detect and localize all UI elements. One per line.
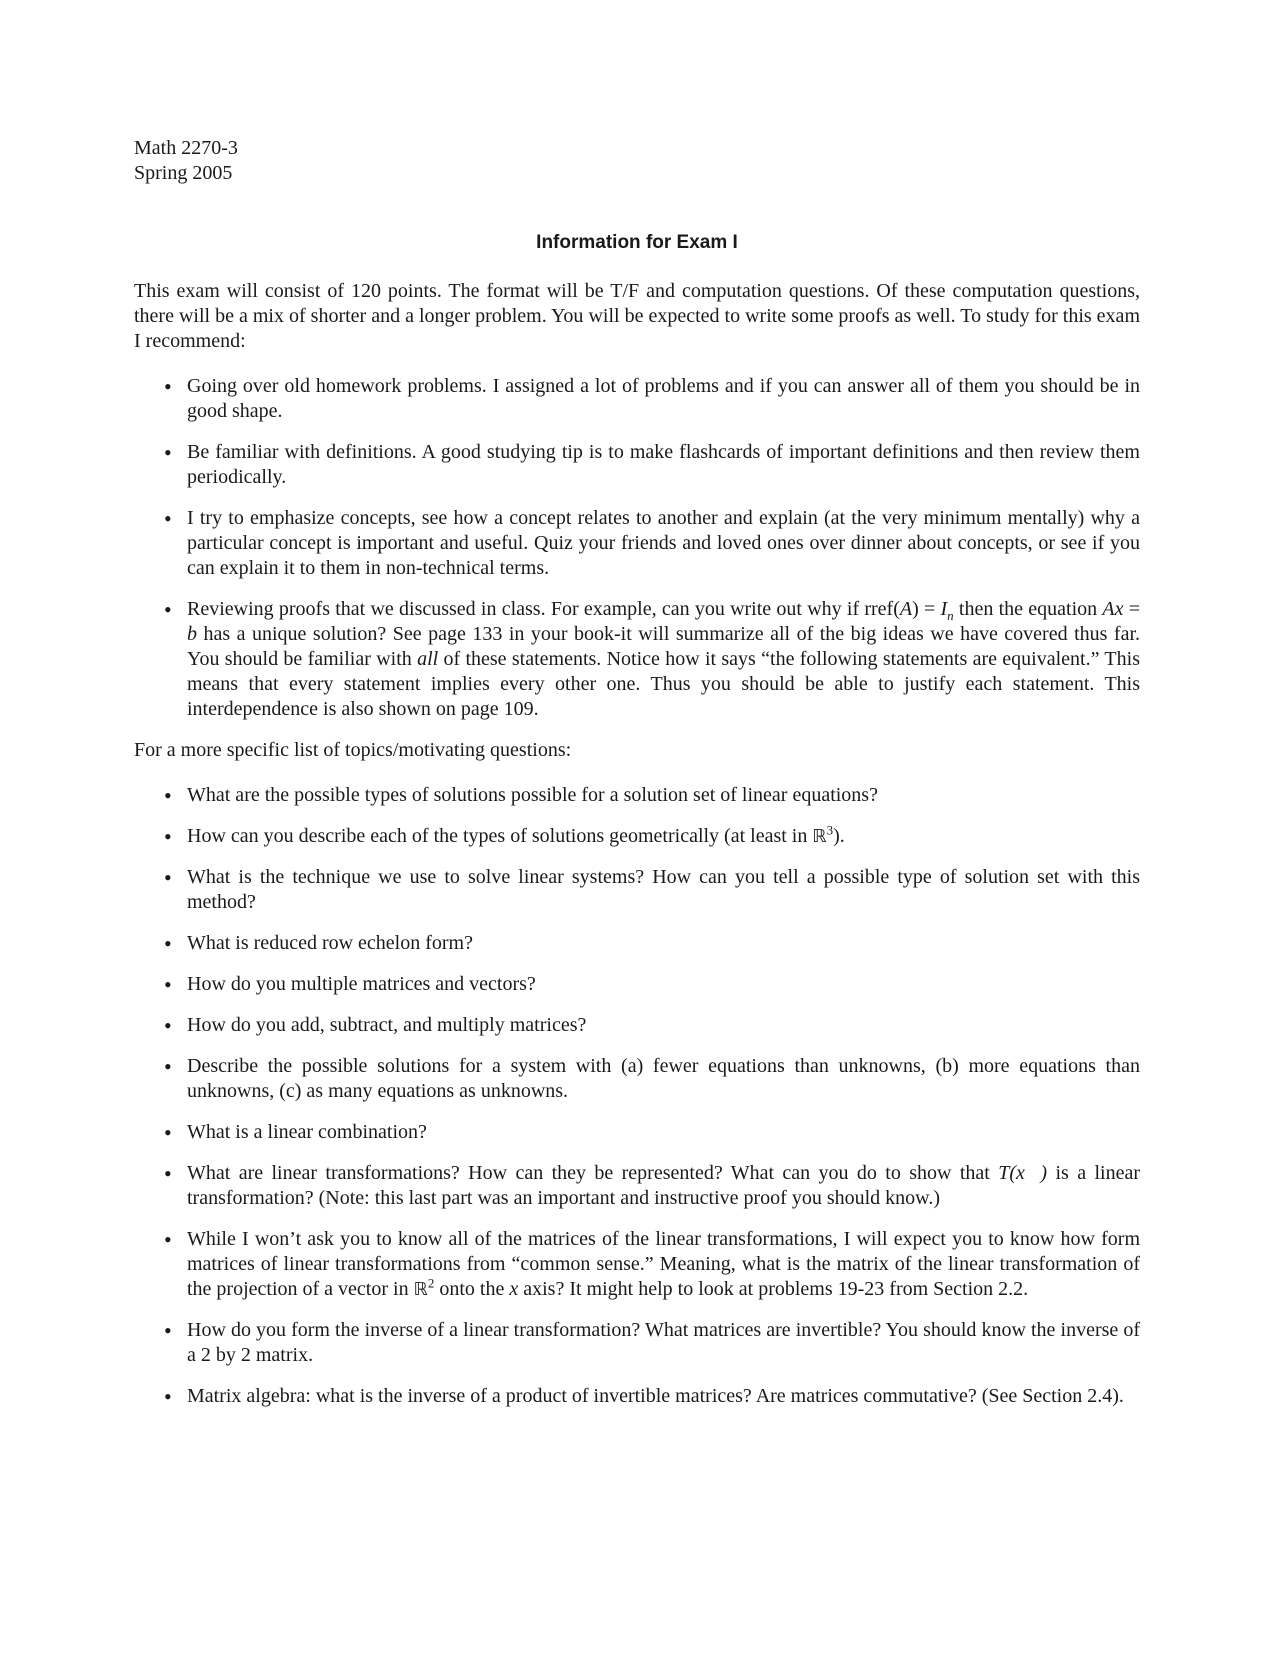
text-segment: = — [1123, 598, 1140, 620]
list-item: • Going over old homework problems. I assigned a lot of problems and if you can answer all of them you should be in good shape. — [134, 374, 1140, 424]
math-var: I — [940, 598, 948, 620]
text-segment: onto the — [434, 1278, 510, 1300]
list-item — [134, 824, 1140, 849]
text-segment: axis? It might help to look at problems 19-23 from Section 2.2. — [518, 1278, 1029, 1300]
math-subscript: n — [947, 608, 954, 623]
text-segment: Reviewing proofs that we discussed in class. For example, can you write out why if rref( — [187, 598, 900, 620]
list-item: • How do you multiple matrices and vectors? — [134, 972, 1140, 997]
list-item: • Describe the possible solutions for a system with (a) fewer equations than unknowns, (b) more equations than unknowns, (c) as many equations as unknowns. — [134, 1054, 1140, 1104]
math-superscript: 2 — [427, 1275, 435, 1291]
text-segment: ). — [833, 825, 845, 847]
text-segment: ) = — [912, 598, 941, 620]
text-segment: What are linear transformations? How can they be represented? What can you do to show that — [187, 1162, 999, 1184]
text-segment: While I won’t ask you to know all of the matrices of the linear transformations, I will expect you to know how form matrices of linear transformations from “common sense.” Meaning, what is the matrix of the linear transformation of the projection of a vector in — [187, 1228, 1140, 1300]
math-superscript: 3 — [826, 822, 834, 838]
page-title: Information for Exam I — [536, 232, 738, 253]
list-item: • Be familiar with definitions. A good studying tip is to make flashcards of important definitions and then review them periodically. — [134, 440, 1140, 490]
math-var: Ax — [1102, 598, 1124, 620]
text-segment: is a linear transformation? (Note: this last part was an important and instructive proof you should know.) — [187, 1162, 1140, 1209]
document-page — [134, 136, 1140, 1425]
math-var: x — [509, 1278, 519, 1300]
course-header — [134, 136, 1140, 186]
list-item — [134, 597, 1140, 722]
text-segment: How can you describe each of the types of solutions geometrically (at least in — [187, 825, 813, 847]
list-item — [134, 1161, 1140, 1211]
course-term: Spring 2005 — [134, 162, 233, 184]
intro-paragraph: This exam will consist of 120 points. The format will be T/F and computation questions. Of these computation questions, there will be a mix of shorter and a longer problem. You will be expected to write some proofs as well. To study for this exam I recommend: — [134, 280, 1140, 352]
list-item: • Matrix algebra: what is the inverse of a product of invertible matrices? Are matrices commutative? (See Section 2.4). — [134, 1384, 1140, 1409]
math-symbol: ℝ — [812, 826, 827, 847]
math-var: T(x⃗) — [998, 1162, 1048, 1184]
course-number: Math 2270-3 — [134, 137, 238, 159]
math-symbol: ℝ — [413, 1279, 428, 1300]
topics-list — [134, 783, 1140, 1409]
recommendation-list — [134, 374, 1140, 722]
math-var: b — [187, 623, 197, 645]
list-item: • How do you add, subtract, and multiply matrices? — [134, 1013, 1140, 1038]
text-segment: then the equation — [953, 598, 1103, 620]
list-item: • What is a linear combination? — [134, 1120, 1140, 1145]
emphasis: all — [417, 648, 439, 670]
list-item: • I try to emphasize concepts, see how a concept relates to another and explain (at the very minimum mentally) why a particular concept is important and useful. Quiz your friends and loved ones over dinner about concepts, or see if you can explain it to them in non-technical terms. — [134, 506, 1140, 581]
list-item: • What are the possible types of solutions possible for a solution set of linear equations? — [134, 783, 1140, 808]
text-segment: of these statements. Notice how it says “the following statements are equivalent.” This means that every statement implies every other one. Thus you should be able to justify each statement. This interdependence is also shown on page 109. — [187, 648, 1140, 720]
text-segment: has a unique solution? See page 133 in your book-it will summarize all of the big ideas we have covered thus far. You should be familiar with — [187, 623, 1140, 670]
list-item: • How do you form the inverse of a linear transformation? What matrices are invertible? You should know the inverse of a 2 by 2 matrix. — [134, 1318, 1140, 1368]
list-item — [134, 1227, 1140, 1302]
topics-intro: For a more specific list of topics/motivating questions: — [134, 739, 572, 761]
math-var: A — [899, 598, 913, 620]
list-item: • What is reduced row echelon form? — [134, 931, 1140, 956]
list-item: • What is the technique we use to solve linear systems? How can you tell a possible type of solution set with this method? — [134, 865, 1140, 915]
